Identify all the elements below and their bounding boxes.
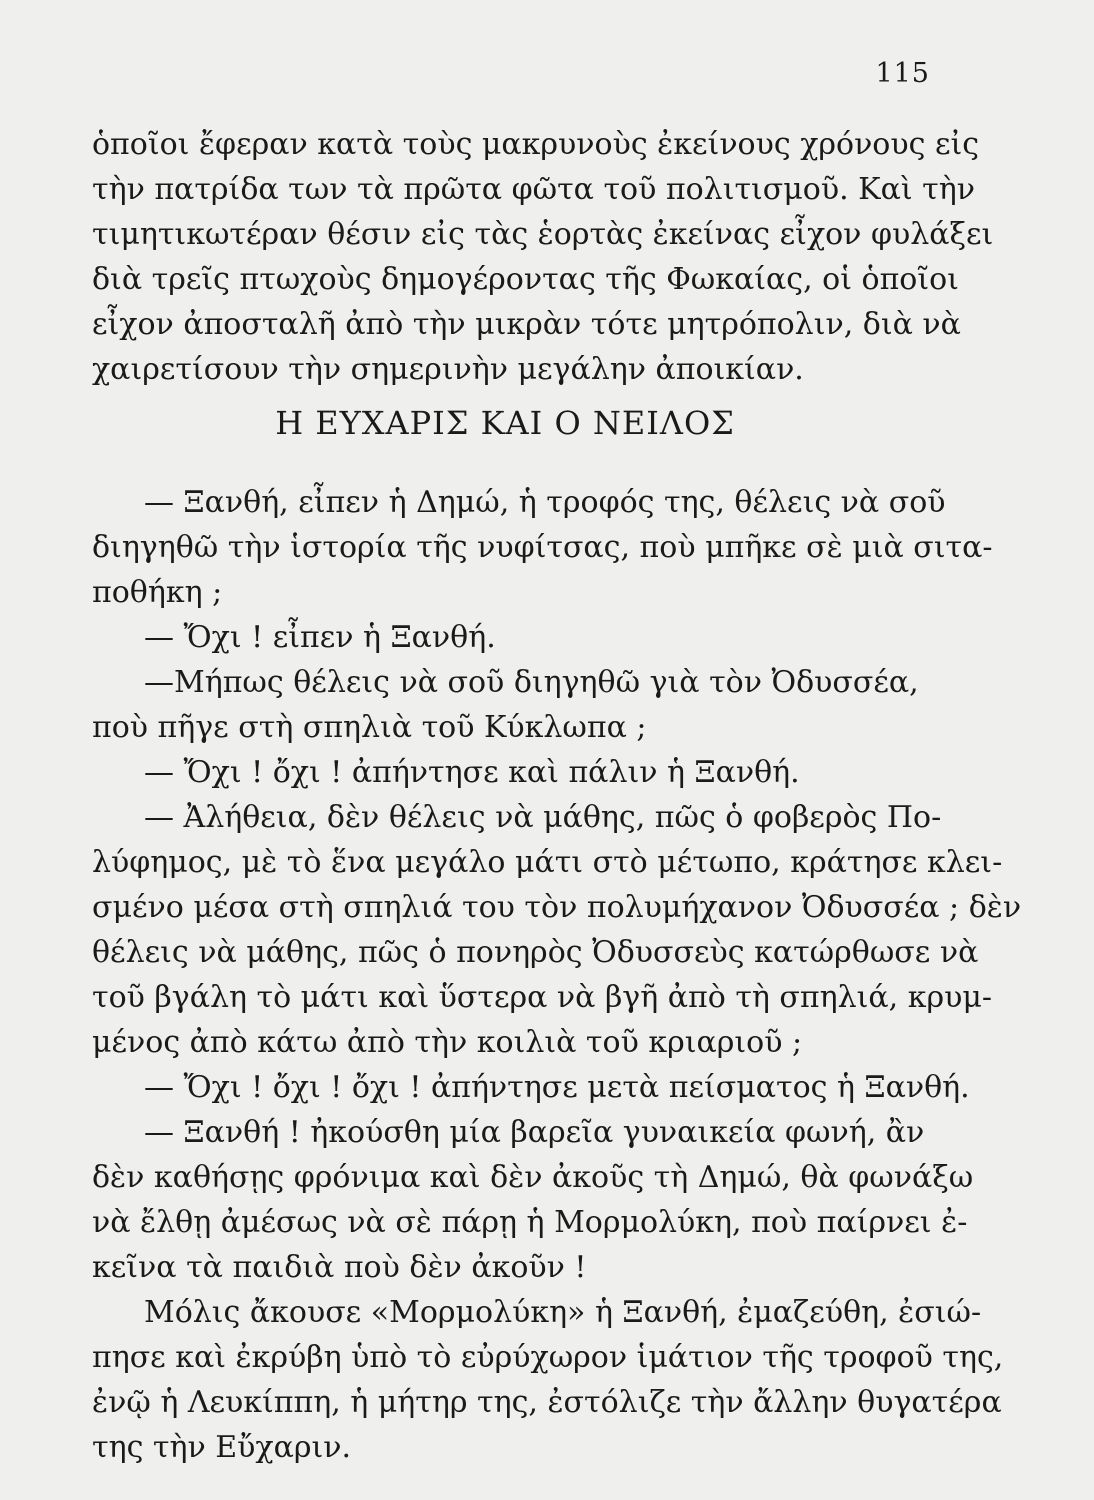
text-line: — Ξανθή ! ἠκούσθη μία βαρεῖα γυναικεία φωνή, ἂν	[144, 1115, 925, 1150]
text-line: — Ὄχι ! εἶπεν ἡ Ξανθή.	[144, 620, 496, 655]
text-line: — Ξανθή, εἶπεν ἡ Δημώ, ἡ τροφός της, θέλεις νὰ σοῦ	[144, 485, 946, 520]
text-line: σμένο μέσα στὴ σπηλιά του τὸν πολυμήχανον Ὀδυσσέα ; δὲν	[92, 890, 1022, 925]
text-line: ποθήκη ;	[92, 575, 223, 610]
text-line: διηγηθῶ τὴν ἱστορία τῆς νυφίτσας, ποὺ μπῆκε σὲ μιὰ σιτα-	[92, 530, 993, 565]
text-line: χαιρετίσουν τὴν σημερινὴν μεγάλην ἀποικίαν.	[92, 352, 804, 387]
text-line: ὁποῖοι ἔφεραν κατὰ τοὺς μακρυνοὺς ἐκείνους χρόνους εἰς	[92, 127, 980, 162]
text-line: πησε καὶ ἐκρύβη ὑπὸ τὸ εὐρύχωρον ἱμάτιον τῆς τροφοῦ της,	[92, 1340, 1004, 1375]
page-number: 115	[875, 58, 930, 89]
text-line: εἶχον ἀποσταλῆ ἀπὸ τὴν μικρὰν τότε μητρόπολιν, διὰ νὰ	[92, 307, 961, 342]
text-line: διὰ τρεῖς πτωχοὺς δημογέροντας τῆς Φωκαίας, οἱ ὁποῖοι	[92, 262, 959, 297]
text-line: —Μήπως θέλεις νὰ σοῦ διηγηθῶ γιὰ τὸν Ὀδυσσέα,	[144, 665, 919, 700]
text-line: κεῖνα τὰ παιδιὰ ποὺ δὲν ἀκοῦν !	[92, 1250, 587, 1285]
text-line: δὲν καθήσῃς φρόνιμα καὶ δὲν ἀκοῦς τὴ Δημώ, θὰ φωνάξω	[92, 1160, 974, 1195]
text-line: τοῦ βγάλη τὸ μάτι καὶ ὕστερα νὰ βγῆ ἀπὸ τὴ σπηλιά, κρυμ-	[92, 980, 992, 1015]
text-line: της τὴν Εὔχαριν.	[92, 1430, 351, 1465]
text-line: ποὺ πῆγε στὴ σπηλιὰ τοῦ Κύκλωπα ;	[92, 710, 647, 745]
chapter-title: Η ΕΥΧΑΡΙΣ ΚΑΙ Ο ΝΕΙΛΟΣ	[275, 404, 735, 442]
text-line: τιμητικωτέραν θέσιν εἰς τὰς ἑορτὰς ἐκείνας εἶχον φυλάξει	[92, 217, 994, 252]
text-line: τὴν πατρίδα των τὰ πρῶτα φῶτα τοῦ πολιτισμοῦ. Καὶ τὴν	[92, 172, 975, 207]
text-line: Μόλις ἄκουσε «Μορμολύκη» ἡ Ξανθή, ἐμαζεύθη, ἐσιώ-	[144, 1295, 982, 1330]
text-line: ἐνῷ ἡ Λευκίππη, ἡ μήτηρ της, ἐστόλιζε τὴν ἄλλην θυγατέρα	[92, 1385, 1002, 1420]
dialogue-section	[92, 480, 1022, 1470]
text-line: λύφημος, μὲ τὸ ἕνα μεγάλο μάτι στὸ μέτωπο, κράτησε κλει-	[92, 845, 1003, 880]
text-line: μένος ἀπὸ κάτω ἀπὸ τὴν κοιλιὰ τοῦ κριαριοῦ ;	[92, 1025, 803, 1060]
text-line: νὰ ἔλθῃ ἀμέσως νὰ σὲ πάρῃ ἡ Μορμολύκη, ποὺ παίρνει ἐ-	[92, 1205, 968, 1240]
text-line: — Ὄχι ! ὄχι ! ἀπήντησε καὶ πάλιν ἡ Ξανθή.	[144, 755, 800, 790]
opening-paragraph	[92, 122, 994, 392]
text-line: θέλεις νὰ μάθης, πῶς ὁ πονηρὸς Ὀδυσσεὺς κατώρθωσε νὰ	[92, 935, 979, 970]
text-line: — Ὄχι ! ὄχι ! ὄχι ! ἀπήντησε μετὰ πείσματος ἡ Ξανθή.	[144, 1070, 970, 1105]
text-line: — Ἀλήθεια, δὲν θέλεις νὰ μάθης, πῶς ὁ φοβερὸς Πο-	[144, 800, 942, 835]
